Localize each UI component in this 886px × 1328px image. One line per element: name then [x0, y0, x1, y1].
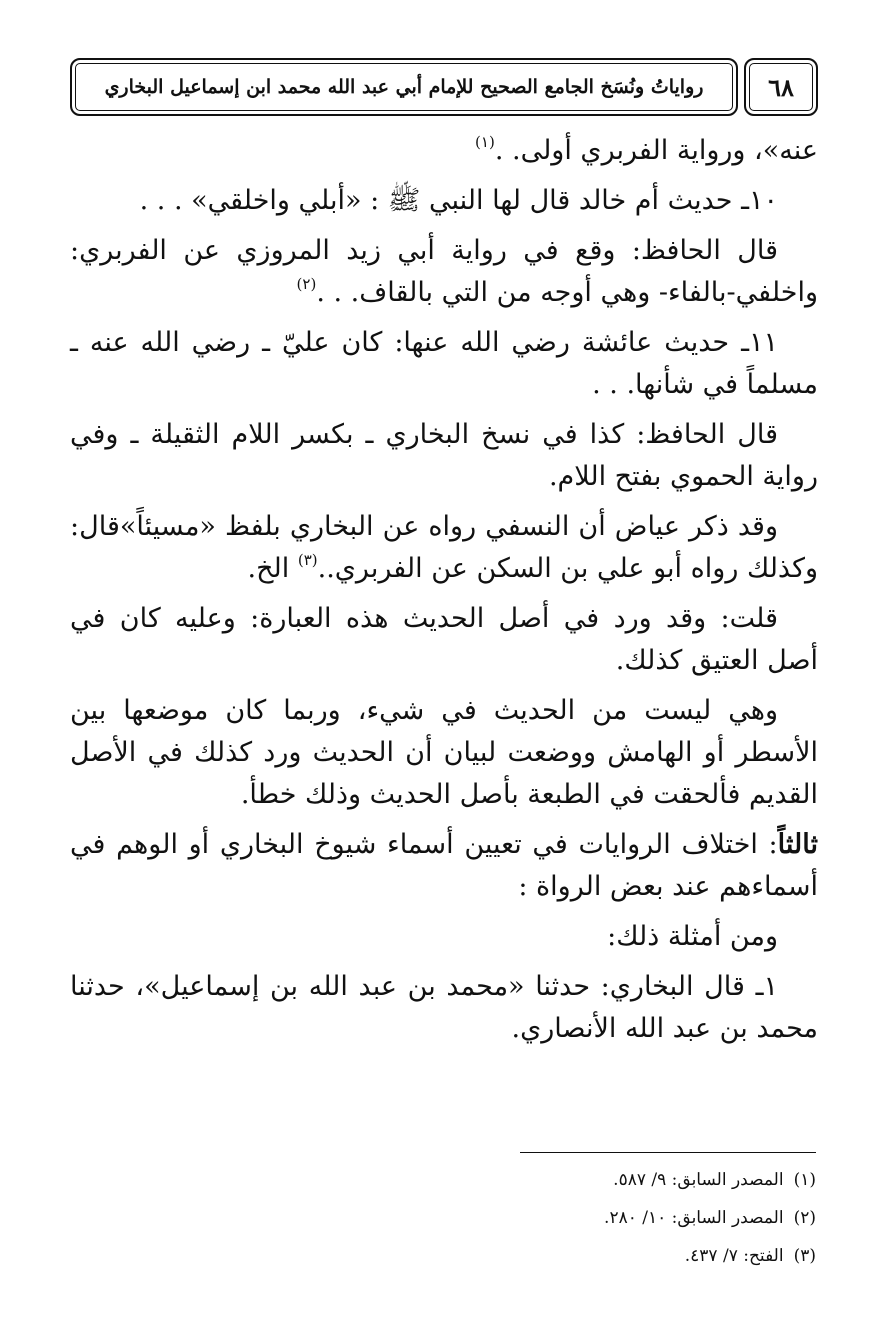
paragraph: وهي ليست من الحديث في شيء، وربما كان موضعها بين الأسطر أو الهامش ووضعت لبيان أن الحديث ورد كذلك في الأصل القديم فألحقت في الطبعة بأصل الحديث وذلك خطأ. — [70, 695, 818, 810]
section-lead: ثالثاً — [777, 829, 818, 860]
paragraph: ١٠ـ حديث أم خالد قال لها النبي ﷺ : «أبلي واخلقي» . . . — [139, 185, 778, 216]
paragraph: قلت: وقد ورد في أصل الحديث هذه العبارة: وعليه كان في أصل العتيق كذلك. — [70, 603, 818, 676]
paragraph: ومن أمثلة ذلك: — [607, 921, 778, 952]
footnote-ref: (٣) — [297, 551, 318, 569]
footnote: (٢)المصدر السابق: ١٠/ ٢٨٠. — [604, 1208, 816, 1228]
paragraph: ١١ـ حديث عائشة رضي الله عنها: كان عليّ ـ رضي الله عنه ـ مسلماً في شأنها. . . — [70, 327, 818, 400]
footnote: (٣)الفتح: ٧/ ٤٣٧. — [684, 1246, 816, 1266]
running-header — [70, 58, 818, 116]
paragraph: قال الحافظ: وقع في رواية أبي زيد المروزي عن الفربري: واخلفي-بالفاء- وهي أوجه من التي بالقاف. . .$^{(٢)}$ — [70, 235, 818, 308]
paragraph: ١ـ قال البخاري: حدثنا «محمد بن عبد الله بن إسماعيل»، حدثنا محمد بن عبد الله الأنصاري. — [70, 971, 818, 1044]
footnote-separator — [520, 1152, 816, 1153]
main-text — [70, 130, 818, 1058]
footnote-ref: (٢) — [296, 275, 317, 293]
paragraph: قال الحافظ: كذا في نسخ البخاري ـ بكسر اللام الثقيلة ـ وفي رواية الحموي بفتح اللام. — [70, 419, 818, 492]
page-number: ٦٨ — [744, 58, 818, 116]
paragraph: وقد ذكر عياض أن النسفي رواه عن البخاري بلفظ «مسيئاً»قال: وكذلك رواه أبو علي بن السكن عن الفربري..$^{(٣)}$ الخ. — [70, 511, 818, 584]
running-title: رواياتُ ونُسَخ الجامع الصحيح للإمام أبي عبد الله محمد ابن إسماعيل البخاري — [70, 58, 738, 116]
footnote: (١)المصدر السابق: ٩/ ٥٨٧. — [613, 1170, 816, 1190]
paragraph: ثالثاً: اختلاف الروايات في تعيين أسماء شيوخ البخاري أو الوهم في أسماءهم عند بعض الرواة : — [70, 829, 818, 902]
paragraph: عنه»، ورواية الفربري أولى. .$^{(١)}$ — [475, 133, 818, 166]
footnote-ref: (١) — [475, 133, 495, 151]
